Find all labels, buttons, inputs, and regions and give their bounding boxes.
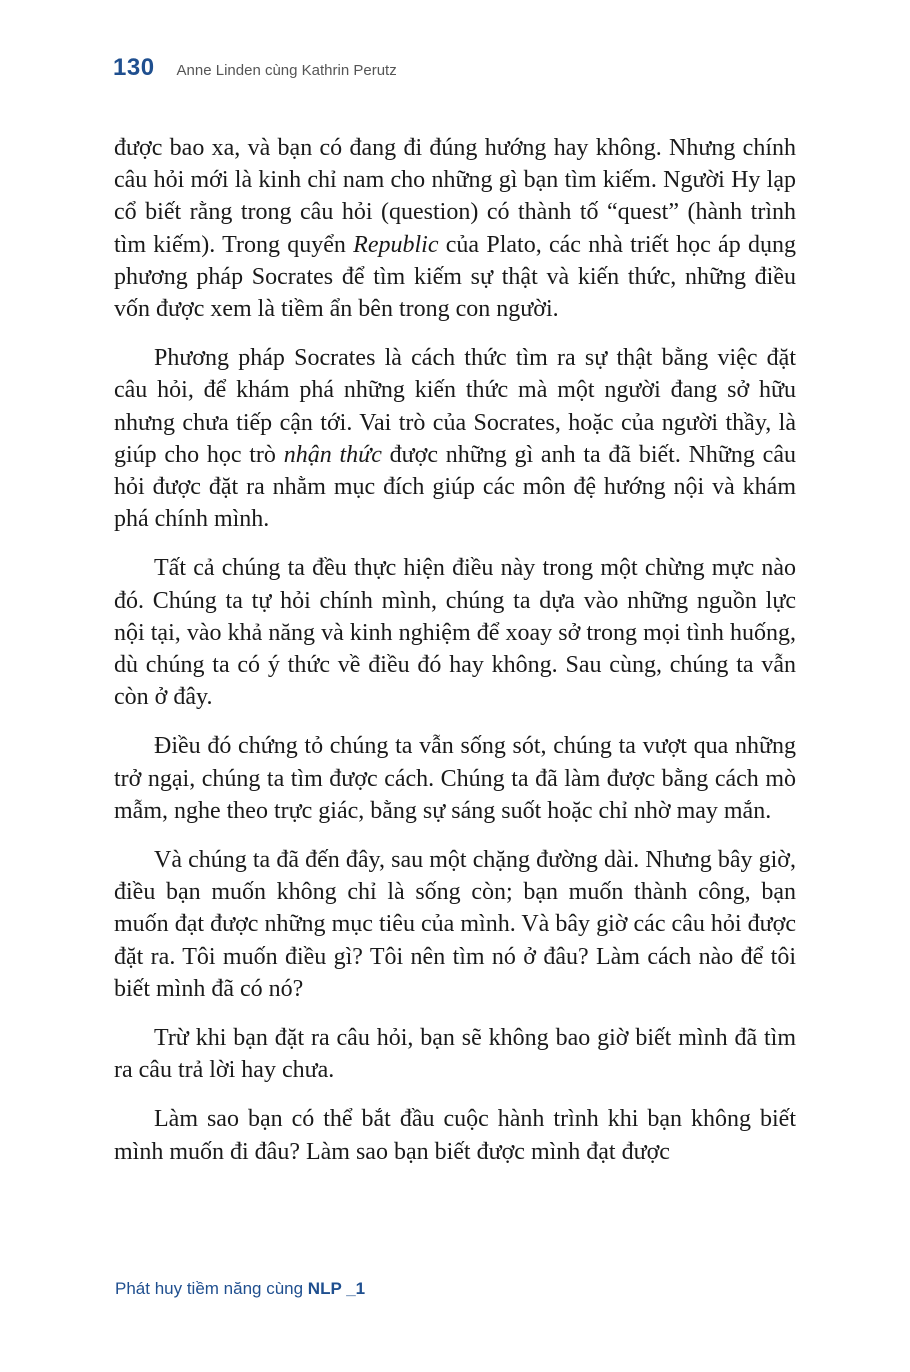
series-title: Phát huy tiềm năng cùng xyxy=(115,1279,308,1298)
page-header xyxy=(113,54,397,82)
running-head: Anne Linden cùng Kathrin Perutz xyxy=(176,62,397,79)
page-number: 130 xyxy=(113,54,155,81)
italic-term: nhận thức xyxy=(283,441,382,468)
paragraph: Trừ khi bạn đặt ra câu hỏi, bạn sẽ không bao giờ biết mình đã tìm ra câu trả lời hay chưa. xyxy=(114,1025,796,1084)
italic-title: Republic xyxy=(353,231,439,258)
paragraph: Và chúng ta đã đến đây, sau một chặng đường dài. Nhưng bây giờ, điều bạn muốn không chỉ là sống còn; bạn muốn thành công, bạn muốn đạt được những mục tiêu của mình. Và bây giờ các câu hỏi được đặt ra. Tôi muốn điều gì? Tôi nên tìm nó ở đâu? Làm cách nào để tôi biết mình đã có nó? xyxy=(114,847,796,1002)
paragraph: Tất cả chúng ta đều thực hiện điều này trong một chừng mực nào đó. Chúng ta tự hỏi chính mình, chúng ta dựa vào những nguồn lực nội tại, vào khả năng và kinh nghiệm để xoay sở trong mọi tình huống, dù chúng ta có ý thức về điều đó hay không. Sau cùng, chúng ta vẫn còn ở đây. xyxy=(114,555,796,711)
series-brand: NLP _1 xyxy=(307,1279,366,1298)
body-text xyxy=(114,132,796,1168)
paragraph: được bao xa, và bạn có đang đi đúng hướng hay không. Nhưng chính câu hỏi mới là kinh chỉ nam cho những gì bạn tìm kiếm. Người Hy lạp cổ biết rằng trong câu hỏi (question) có thành tố “quest” (hành trình tìm kiếm). Trong quyển Republic của Plato, các nhà triết học áp dụng phương pháp Socrates để tìm kiếm sự thật và kiến thức, những điều vốn được xem là tiềm ẩn bên trong con người. xyxy=(114,135,796,323)
page-footer xyxy=(115,1279,365,1299)
paragraph: Phương pháp Socrates là cách thức tìm ra sự thật bằng việc đặt câu hỏi, để khám phá những kiến thức mà một người đang sở hữu nhưng chưa tiếp cận tới. Vai trò của Socrates, hoặc của người thầy, là giúp cho học trò nhận thức được những gì anh ta đã biết. Những câu hỏi được đặt ra nhằm mục đích giúp các môn đệ hướng nội và khám phá chính mình. xyxy=(114,345,796,533)
paragraph: Làm sao bạn có thể bắt đầu cuộc hành trình khi bạn không biết mình muốn đi đâu? Làm sao bạn biết được mình đạt được xyxy=(114,1106,796,1165)
paragraph: Điều đó chứng tỏ chúng ta vẫn sống sót, chúng ta vượt qua những trở ngại, chúng ta tìm được cách. Chúng ta đã làm được bằng cách mò mẫm, nghe theo trực giác, bằng sự sáng suốt hoặc chỉ nhờ may mắn. xyxy=(114,733,796,824)
